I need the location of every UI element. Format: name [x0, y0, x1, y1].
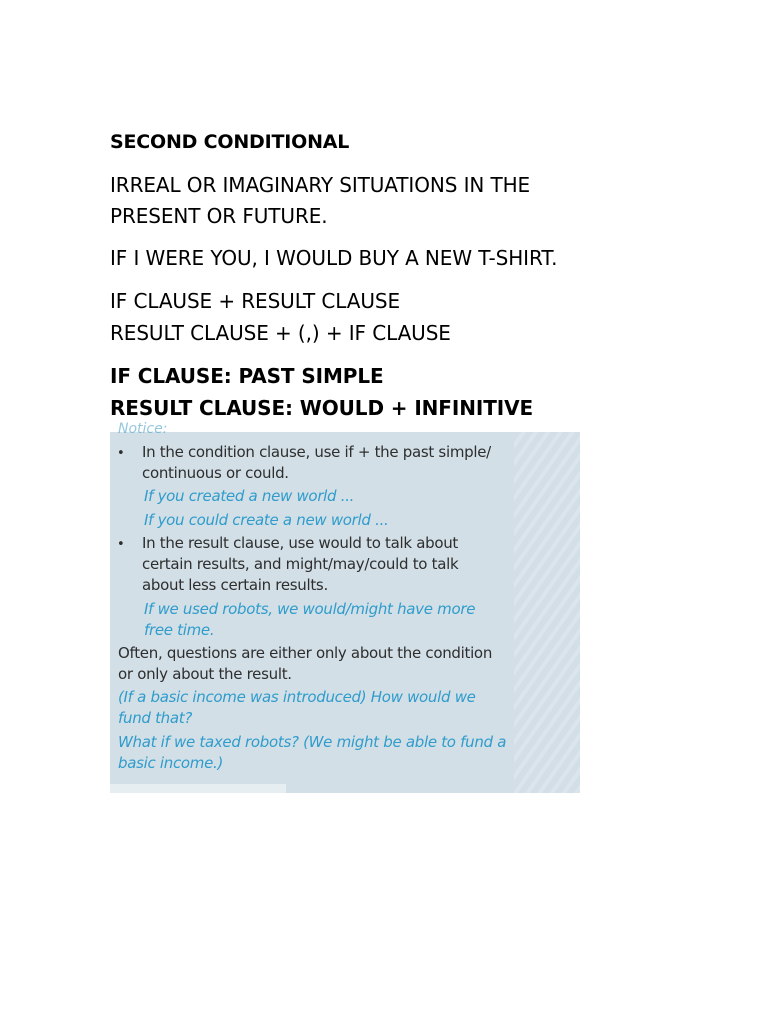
- example-sentence: [110, 243, 557, 274]
- cut-header: Notice:: [118, 421, 168, 437]
- structure-paragraph: [110, 285, 451, 349]
- grammar-example: fund that?: [118, 709, 193, 727]
- structure-line: IF CLAUSE + RESULT CLAUSE: [110, 289, 401, 313]
- grammar-example: What if we taxed robots? (We might be able to fund a: [118, 733, 507, 751]
- definition-line: IRREAL OR IMAGINARY SITUATIONS IN THE: [110, 173, 531, 197]
- grammar-example: If you created a new world ...: [144, 487, 355, 505]
- bottom-strip: [110, 784, 286, 793]
- example-line: IF I WERE YOU, I WOULD BUY A NEW T-SHIRT.: [110, 246, 558, 270]
- page-title: SECOND CONDITIONAL: [110, 131, 350, 153]
- grammar-example: free time.: [144, 621, 215, 639]
- rules-paragraph: [110, 360, 533, 424]
- grammar-example: basic income.): [118, 754, 224, 772]
- rule-line: RESULT CLAUSE: WOULD + INFINITIVE: [110, 396, 534, 420]
- grammar-example: If you could create a new world ...: [144, 511, 389, 529]
- decorative-stripe: [514, 432, 580, 793]
- grammar-example: (If a basic income was introduced) How would we: [118, 688, 476, 706]
- grammar-line: continuous or could.: [142, 464, 289, 482]
- grammar-box-image: [110, 421, 580, 793]
- bullet-icon: •: [117, 446, 125, 461]
- bullet-icon: •: [117, 537, 125, 552]
- definition-line: PRESENT OR FUTURE.: [110, 204, 328, 228]
- structure-line: RESULT CLAUSE + (,) + IF CLAUSE: [110, 321, 451, 345]
- rule-line: IF CLAUSE: PAST SIMPLE: [110, 364, 384, 388]
- grammar-note: Often, questions are either only about the condition: [118, 644, 493, 662]
- definition-paragraph: [110, 170, 530, 232]
- grammar-line: about less certain results.: [142, 576, 328, 594]
- grammar-line: In the condition clause, use if + the past simple/: [142, 443, 491, 461]
- grammar-example: If we used robots, we would/might have more: [144, 600, 476, 618]
- grammar-line: certain results, and might/may/could to talk: [142, 555, 459, 573]
- grammar-line: In the result clause, use would to talk about: [142, 534, 459, 552]
- grammar-note: or only about the result.: [118, 665, 292, 683]
